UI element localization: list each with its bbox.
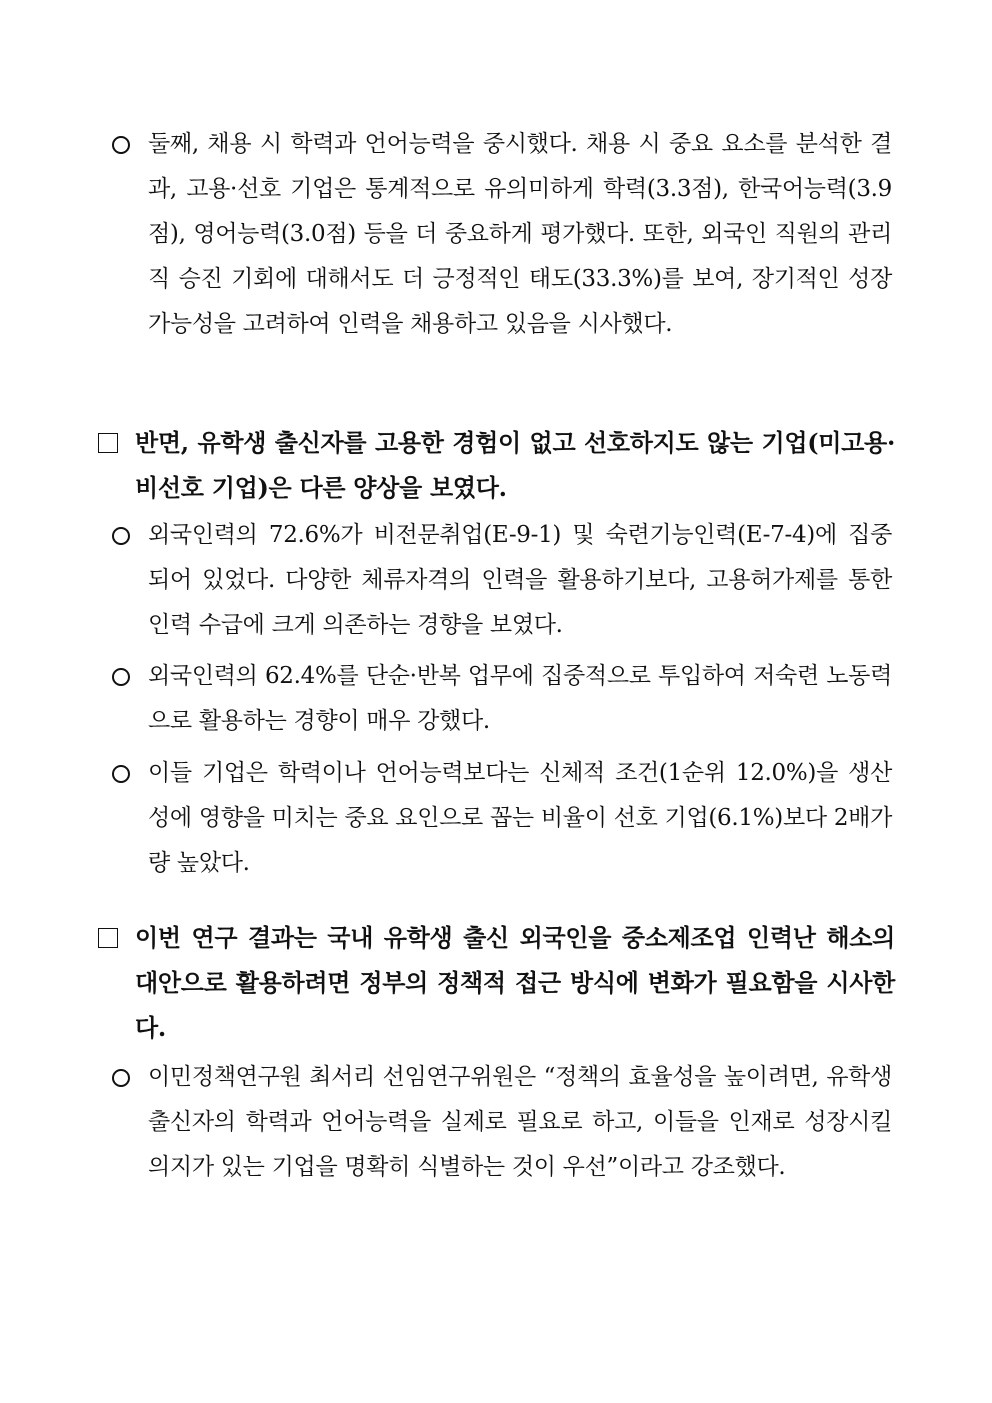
paragraph-1: 둘째, 채용 시 학력과 언어능력을 중시했다. 채용 시 중요 요소를 분석한 결과, 고용·선호 기업은 통계적으로 유의미하게 학력(3.3점), 한국어능력(3.9점), 영어능력(3.0점) 등을 더 중요하게 평가했다. 또한, 외국인 직원의 관리직 승진 기회에 대해서도 더 긍정적인 태도(33.3%)를 보여, 장기적인 성장 가능성을 고려하여 인력을 채용하고 있음을 시사했다. [148,131,893,337]
square-bullet-icon [97,420,119,465]
circle-bullet-icon [110,513,132,558]
circle-bullet-icon [110,751,132,796]
circle-bullet-icon [110,654,132,699]
paragraph-4: 이들 기업은 학력이나 언어능력보다는 신체적 조건(1순위 12.0%)을 생산성에 영향을 미치는 중요 요인으로 꼽는 비율이 선호 기업(6.1%)보다 2배가량 높았다. [148,760,892,876]
paragraph-5: 이민정책연구원 최서리 선임연구위원은 “정책의 효율성을 높이려면, 유학생 출신자의 학력과 언어능력을 실제로 필요로 하고, 이들을 인재로 성장시킬 의지가 있는 기업을 명확히 식별하는 것이 우선”이라고 강조했다. [148,1064,892,1180]
square-bullet-icon [97,915,119,960]
section-heading-2: 이번 연구 결과는 국내 유학생 출신 외국인을 중소제조업 인력난 해소의 대안으로 활용하려면 정부의 정책적 접근 방식에 변화가 필요함을 시사한다. [135,923,895,1042]
circle-bullet-icon [110,1055,132,1100]
circle-bullet-icon [110,122,132,167]
section-heading-1: 반면, 유학생 출신자를 고용한 경험이 없고 선호하지도 않는 기업(미고용·비선호 기업)은 다른 양상을 보였다. [135,428,895,502]
paragraph-3: 외국인력의 62.4%를 단순·반복 업무에 집중적으로 투입하여 저숙련 노동력으로 활용하는 경향이 매우 강했다. [148,663,892,734]
paragraph-2: 외국인력의 72.6%가 비전문취업(E-9-1) 및 숙련기능인력(E-7-4)에 집중되어 있었다. 다양한 체류자격의 인력을 활용하기보다, 고용허가제를 통한 인력 수급에 크게 의존하는 경향을 보였다. [148,522,892,638]
